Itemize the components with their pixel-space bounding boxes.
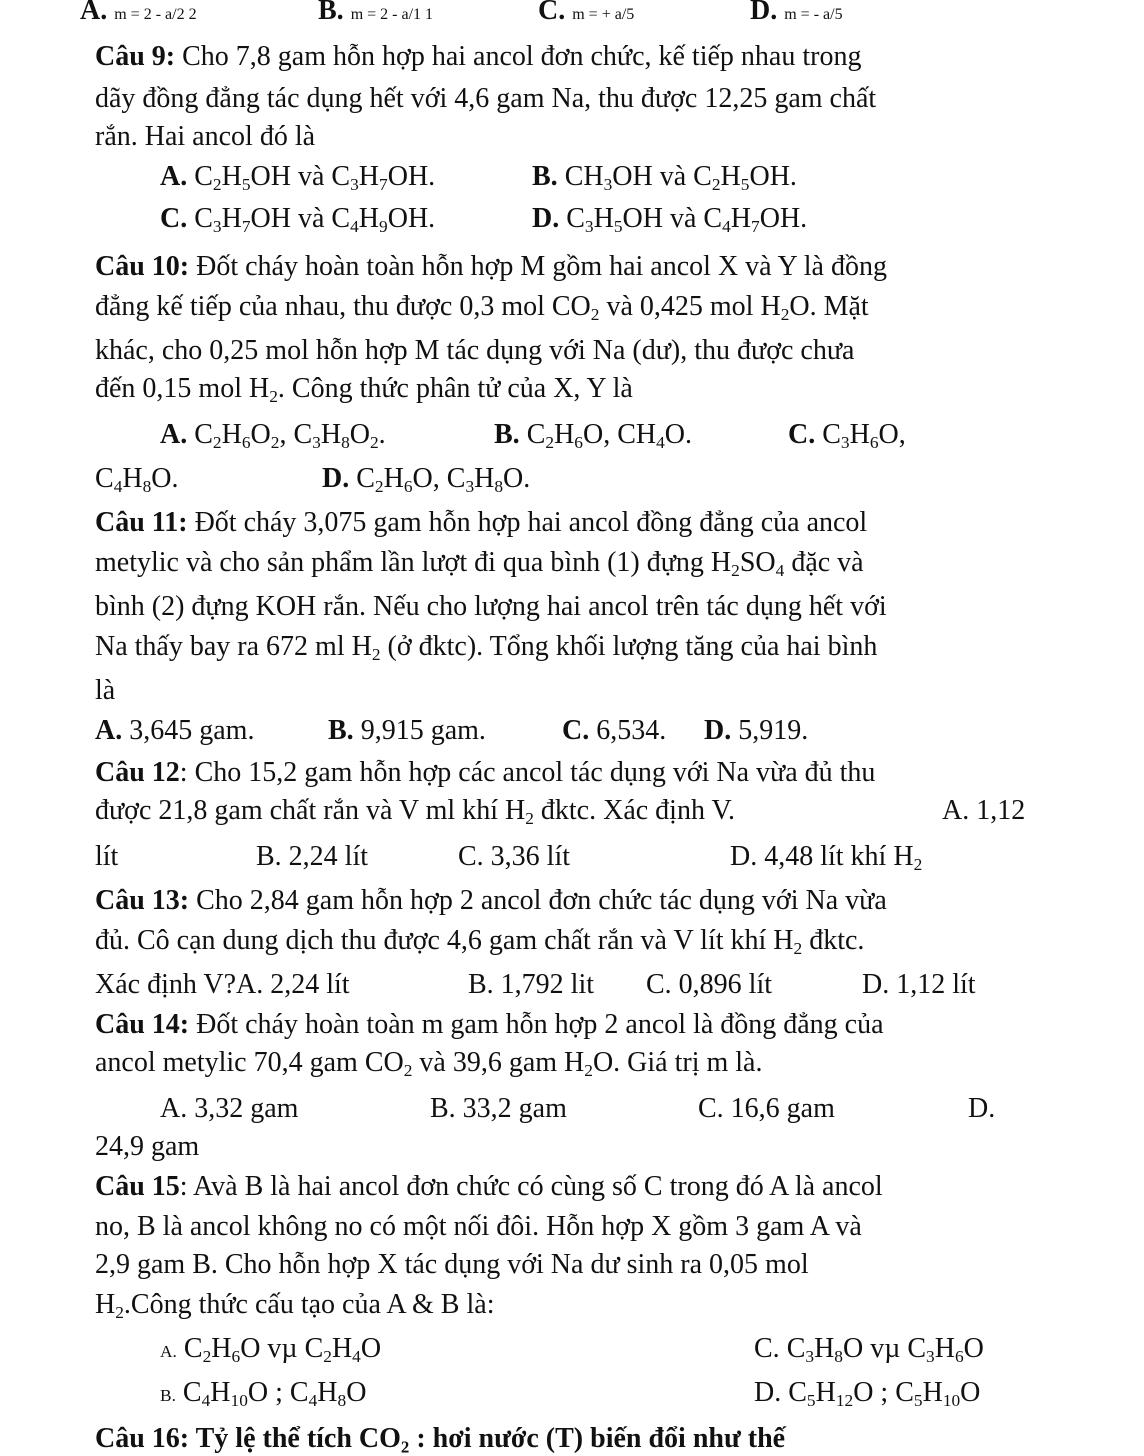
q10-option-c: C. $C_3H_6O$,	[788, 419, 906, 452]
q15-line-4: $H_2.Công$ thức cấu tạo của A & B là:	[95, 1289, 495, 1322]
q9-options-row-1: A. $C_2H_5OH$ và $C_3H_7OH$.	[160, 161, 436, 194]
q14-label: Câu 14:	[95, 1009, 190, 1040]
q9-option-d: D. $C_3H_5OH$ và $C_4H_7OH$.	[532, 203, 808, 236]
q10-label: Câu 10:	[95, 251, 190, 282]
q15-line-1: Câu 15: Avà B là hai ancol đơn chức có cùng số C trong đó A là ancol	[95, 1171, 883, 1202]
q12-line-3: lít	[95, 841, 119, 872]
q13-line-3: Xác định V?A. 2,24 lít	[95, 969, 350, 1000]
prev-option-b-label: B.	[318, 0, 344, 26]
q14-line-4: 24,9 gam	[95, 1131, 200, 1162]
prev-option-b-fragment: m = 2 - a/1 1	[350, 6, 434, 23]
q13-label: Câu 13:	[95, 885, 190, 916]
q10-line-3: khác, cho 0,25 mol hỗn hợp M tác dụng với Na (dư), thu được chưa	[95, 335, 855, 366]
q9-option-d-label: D.	[532, 203, 560, 234]
q10-option-b: B. $C_2H_6O$, $CH_4O$.	[494, 419, 693, 452]
q9-option-a-label: A.	[160, 161, 188, 192]
q12-option-b: B. 2,24 lít	[256, 841, 369, 872]
q13-option-b: B. 1,792 lit	[468, 969, 595, 1000]
q11-option-d: D. 5,919.	[704, 715, 809, 746]
q10-option-c-cont: $C_4H_8O$.	[95, 463, 179, 496]
q12-line-1: Câu 12: Cho 15,2 gam hỗn hợp các ancol tác dụng với Na vừa đủ thu	[95, 757, 876, 788]
previous-question-answer-row	[0, 0, 1144, 30]
q11-line-5: là	[95, 675, 116, 706]
q10-line-4: đến 0,15 mol $H_2$. Công thức phân tử của X, Y là	[95, 373, 633, 406]
q15-option-c: C. $C_3H_8O$ vµ $C_3H_6O$	[754, 1333, 984, 1366]
q15-line-3: 2,9 gam B. Cho hỗn hợp X tác dụng với Na dư sinh ra 0,05 mol	[95, 1249, 809, 1280]
next-question-partial	[0, 1416, 1144, 1454]
q14-option-b: B. 33,2 gam	[430, 1093, 567, 1124]
next-question-partial-text: Câu 16: Tỷ lệ thể tích CO₂ : hơi nước (T) biến đổi như thế	[95, 1423, 786, 1454]
q12-label: Câu 12	[95, 757, 180, 788]
q9-line-1: Câu 9: Cho 7,8 gam hỗn hợp hai ancol đơn chức, kế tiếp nhau trong	[95, 41, 862, 72]
q9-line-3: rắn. Hai ancol đó là	[95, 121, 316, 152]
q11-line-4: Na thấy bay ra 672 ml $H_2$ (ở đktc). Tổng khối lượng tăng của hai bình	[95, 631, 878, 664]
q9-line-2: dãy đồng đẳng tác dụng hết với 4,6 gam Na, thu được 12,25 gam chất	[95, 83, 877, 114]
q10-line-1: Câu 10: Đốt cháy hoàn toàn hỗn hợp M gồm hai ancol X và Y là đồng	[95, 251, 887, 282]
q9-label: Câu 9:	[95, 41, 176, 72]
q13-option-c: C. 0,896 lít	[646, 969, 773, 1000]
q11-option-b: B. 9,915 gam.	[328, 715, 486, 746]
q11-label: Câu 11:	[95, 507, 188, 538]
q11-line-2: metylic và cho sản phẩm lần lượt đi qua bình (1) đựng $H_2SO_4$ đặc và	[95, 547, 864, 580]
q12-option-c: C. 3,36 lít	[458, 841, 571, 872]
q11-option-a: A. 3,645 gam.	[95, 715, 255, 746]
q11-option-c: C. 6,534.	[562, 715, 667, 746]
q13-line-1: Câu 13: Cho 2,84 gam hỗn hợp 2 ancol đơn chức tác dụng với Na vừa	[95, 885, 887, 916]
prev-option-a-label: A.	[80, 0, 108, 26]
q9-option-c-label: C.	[160, 203, 188, 234]
q10-option-a: A. $C_2H_6O_2$, $C_3H_8O_2$.	[160, 419, 386, 452]
q15-line-2: no, B là ancol không no có một nối đôi. Hỗn hợp X gồm 3 gam A và	[95, 1211, 862, 1242]
q9-option-c: C. $C_3H_7OH$ và $C_4H_9OH$.	[160, 203, 436, 236]
q12-line-2: được 21,8 gam chất rắn và V ml khí $H_2$ đktc. Xác định V.	[95, 795, 736, 828]
q9-option-b: B. $CH_3OH$ và $C_2H_5OH$.	[532, 161, 797, 194]
q13-line-2: đủ. Cô cạn dung dịch thu được 4,6 gam chất rắn và V lít khí $H_2$ đktc.	[95, 925, 865, 958]
q10-option-d: D. $C_2H_6O$, $C_3H_8O$.	[322, 463, 531, 496]
q9-option-b-label: B.	[532, 161, 558, 192]
q11-line-3: bình (2) đựng KOH rắn. Nếu cho lượng hai ancol trên tác dụng hết với	[95, 591, 887, 622]
prev-option-d-label: D.	[750, 0, 778, 26]
q14-option-d: D.	[968, 1093, 996, 1124]
q11-line-1: Câu 11: Đốt cháy 3,075 gam hỗn hợp hai ancol đồng đẳng của ancol	[95, 507, 868, 538]
q15-option-b: B. $C_4H_{10}O$ ; $C_4H_8O$	[160, 1377, 367, 1410]
q15-option-d: D. $C_5H_{12}O$ ; $C_5H_{10}O$	[754, 1377, 981, 1410]
prev-option-c-label: C.	[538, 0, 566, 26]
q14-option-c: C. 16,6 gam	[698, 1093, 835, 1124]
q13-option-d: D. 1,12 lít	[862, 969, 976, 1000]
q10-line-2: đẳng kế tiếp của nhau, thu được 0,3 mol $CO_2$ và 0,425 mol $H_2O$. Mặt	[95, 291, 869, 324]
q14-option-a: A. 3,32 gam	[160, 1093, 299, 1124]
prev-option-d-fragment: m = - a/5	[784, 6, 843, 23]
prev-option-a-fragment: m = 2 - a/2 2	[114, 6, 197, 23]
prev-option-c-fragment: m = + a/5	[572, 6, 635, 23]
q12-option-d: D. 4,48 lít khí $H_2$	[730, 841, 923, 874]
q12-option-a: A. 1,12	[942, 795, 1026, 826]
q15-label: Câu 15	[95, 1171, 180, 1202]
q15-option-a: A. $C_2H_6O$ vµ $C_2H_4O$	[160, 1333, 382, 1366]
q14-line-1: Câu 14: Đốt cháy hoàn toàn m gam hỗn hợp 2 ancol là đồng đẳng của	[95, 1009, 884, 1040]
q14-line-2: ancol metylic 70,4 gam $CO_2$ và 39,6 gam $H_2O$. Giá trị m là.	[95, 1047, 763, 1080]
